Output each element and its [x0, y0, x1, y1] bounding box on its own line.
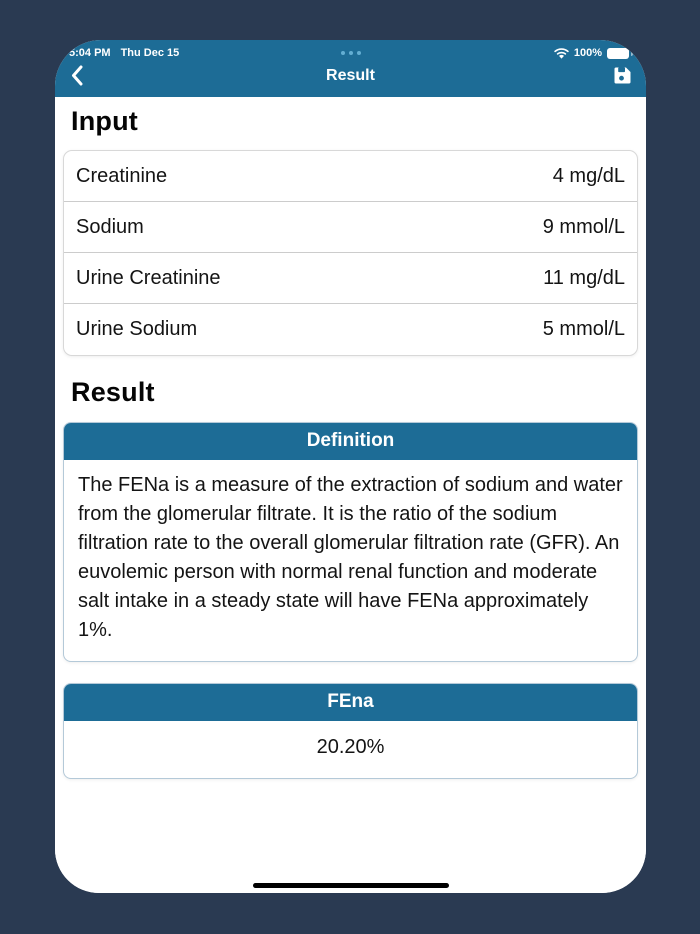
- app-header: [55, 40, 646, 97]
- dot-icon: [341, 51, 345, 55]
- status-right: [444, 47, 632, 59]
- row-value: 4 mg/dL: [552, 164, 625, 187]
- definition-text: The FENa is a measure of the extraction of sodium and water from the glomerular filtrate. It is the ratio of the sodium filtration rate to the overall glomerular filtration rate (GFR). An euvolemic person with normal renal function and moderate salt intake in a steady state will have FENa approximately 1%.: [78, 474, 623, 641]
- multitask-dots-icon[interactable]: [257, 51, 445, 55]
- status-bar: [55, 40, 646, 60]
- fena-card-header: FEna: [64, 684, 637, 721]
- row-label: Creatinine: [76, 164, 168, 187]
- table-row-urine-creatinine: [64, 253, 637, 304]
- row-label: Urine Creatinine: [76, 266, 221, 289]
- input-table: [63, 150, 638, 356]
- row-label: Urine Sodium: [76, 318, 198, 340]
- fena-result-value: 20.20%: [316, 736, 385, 758]
- chevron-left-icon: [70, 65, 83, 86]
- table-row-sodium: [64, 202, 637, 253]
- definition-card: [63, 422, 638, 662]
- home-indicator-bar[interactable]: [253, 883, 449, 888]
- row-value: 11 mg/dL: [543, 266, 625, 289]
- row-label: Sodium: [76, 215, 144, 238]
- page-title: Result: [326, 66, 375, 84]
- table-row-urine-sodium: [64, 304, 637, 355]
- main-content: [55, 97, 646, 893]
- dot-icon: [357, 51, 361, 55]
- row-value: 9 mmol/L: [542, 215, 625, 238]
- definition-card-header: Definition: [64, 423, 637, 460]
- status-time: 5:04 PM: [69, 47, 111, 59]
- dot-icon: [349, 51, 353, 55]
- result-section-heading: Result: [71, 377, 155, 407]
- navigation-bar: [55, 60, 646, 97]
- wifi-icon: [554, 48, 569, 59]
- save-button[interactable]: [612, 66, 631, 85]
- row-value: 5 mmol/L: [542, 318, 625, 340]
- battery-percent: 100%: [573, 47, 603, 59]
- status-left: [69, 47, 257, 59]
- floppy-disk-icon: [612, 66, 631, 85]
- status-date: Thu Dec 15: [120, 47, 180, 59]
- back-button[interactable]: [70, 65, 83, 86]
- battery-full-icon: [607, 48, 629, 59]
- fena-result-card: [63, 683, 638, 779]
- ipad-screen: [55, 40, 646, 893]
- input-section-heading: Input: [71, 106, 138, 136]
- table-row-creatinine: [64, 151, 637, 202]
